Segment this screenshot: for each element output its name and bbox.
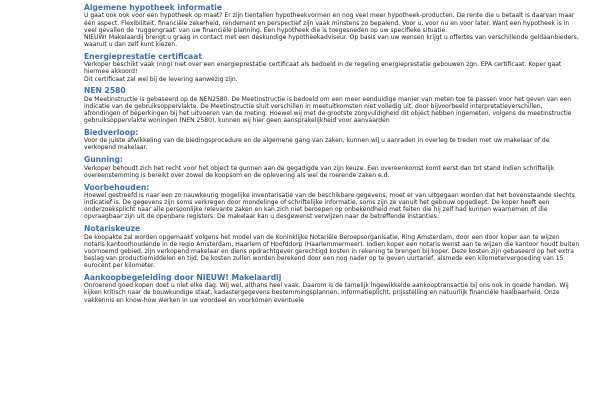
section-body bbox=[84, 165, 580, 179]
section-body bbox=[84, 96, 580, 125]
section-title: Notariskeuze bbox=[84, 224, 141, 234]
section-notariskeuze bbox=[84, 224, 580, 269]
section-title: Aankoopbegeleiding door NIEUW! Makelaardij bbox=[84, 272, 282, 282]
section-biedverloop bbox=[84, 128, 580, 152]
paragraph: Dit certificaat zal wel bij de levering aanwezig zijn. bbox=[84, 75, 238, 83]
section-body bbox=[84, 282, 580, 303]
paragraph: Onroerend goed kopen doet u niet elke dag. Wij wel, althans heel vaak. Daarom is de tamelijk ingewikkelde aankooptransactie bij ons ook in goede handen. Wij kijken kritisch naar de bouwkundige staat, kadastergegevens bestemmingsplannen, informatieplicht, prijsstelling en natuurlijk financiële haalbaarheid. Onze vakkennis en know-how werken in uw voordeel en voorkómen eventuele bbox=[84, 282, 569, 304]
paragraph: Verkoper behoudt zich het recht voor het object te gunnen aan de gegadigde van zijn keuze. Een overeenkomst komt eerst dan tot stand indien schriftelijk overeenstemming is bereikt over zowel de koopsom en de oplevering als wel de roerende zaken e.d. bbox=[84, 164, 555, 179]
paragraph: U gaat ook ook voor een hypotheek op maat? Er zijn tientallen hypotheekvormen en nog veel meer hypotheek-producten. De rente die u betaalt is daarvan maar één aspect. Flexibiliteit, financiële zekerheid, rendement en perspectief zijn vaak minstens zo bepalend. Voor u, voor nu en voor later. Want een hypotheek is in veel gevallen de 'ruggengraat' van uw financiële planning. Een hypotheek die is toegesneden op uw specifieke situatie. bbox=[84, 12, 575, 34]
section-gunning bbox=[84, 155, 580, 179]
paragraph: De koopakte zal worden opgemaakt volgens het model van de Koninklijke Notariële Beroepsorganisatie, Ring Amsterdam, door een door koper aan te wijzen notaris kantoorhoudende in de regio Amsterdam, Haarlem of Hoofddorp (Haarlemmermeer). Indien koper een notaris wenst aan te wijzen die kantoor houdt buiten voornoemd gebied, zijn verkopend makelaar en diens opdrachtgever gerechtigd kosten in rekening te brengen bij koper. Deze kosten zijn gebaseerd op het extra beslag van productiemiddelen en tijd. De kosten zullen worden berekend door een nog nader op te geven uurtarief, alsmede een kilometervergoeding van 15 eurocent per kilometer. bbox=[84, 233, 580, 270]
section-voorbehouden bbox=[84, 183, 580, 221]
section-hypotheek-informatie bbox=[84, 3, 580, 48]
section-nen-2580 bbox=[84, 86, 580, 124]
paragraph: NIEUW! Makelaardij brengt u graag in contact met een deskundige hypotheekadviseur. Op basis van uw wensen krijgt u offertes van verschillende geldaanbieders, waaruit u dan zelf kunt kiezen. bbox=[84, 33, 579, 49]
section-title: Gunning: bbox=[84, 155, 123, 165]
section-body bbox=[84, 137, 580, 151]
paragraph: Verkoper beschikt vaak (nog) niet over een energieprestatie certificaat als bedoeld in de regeling energieprestatie gebouwen zgn. EPA certificaat. Koper gaat hiermee akkoord! bbox=[84, 61, 562, 76]
section-body bbox=[84, 61, 580, 82]
paragraph: De Meetinstructie is gebaseerd op de NEN2580. De Meetinstructie is bedoeld om een meer eenduidige manier van meten toe te passen voor het geven van een indicatie van de gebruiksoppervlakte. De Meetinstructie sluit verschillen in meetuitkomsten niet volledig uit, door bijvoorbeeld interpretatieverschillen, afrondingen of beperkingen bij het uitvoeren van de meting. Hoewel wij met de grootste zorgvuldigheid dit object hebben ingemeten, volgens de meetinstructie gebruiksoppervlakte woningen (NEN 2580), kunnen wij hier geen aansprakelijkheid voor aanvaarden bbox=[84, 95, 572, 125]
section-body bbox=[84, 234, 580, 270]
section-title: Voorbehouden: bbox=[84, 182, 150, 192]
section-title: Biedverloop: bbox=[84, 127, 139, 137]
paragraph: Voor de juiste afwikkeling van de biedingsprocedure en de algemene gang van zaken, kunnen wij u aanraden in overleg te treden met uw makelaar of de verkopend makelaar. bbox=[84, 137, 550, 152]
paragraph: Hoewel gestreefd is naar een zo nauwkeurig mogelijke inventarisatie van de beschikbare gegevens, moet er van uitgegaan worden dat het bovenstaande slechts indicatief is. De gegevens zijn soms verkregen door mondelinge of schriftelijke informatie, soms zijn ze vanuit het gebouw opgediept. De koper heeft een onderzoeksplicht naar alle persoonlijke relevante zaken en kan zich niet beroepen op onbekendheid met feiten die hij zelf had kunnen waarnemen of die opvraagbaar zijn uit de openbare registers. De makelaar kan u desgewenst verwijzen naar de betreffende instanties. bbox=[84, 191, 575, 221]
section-title: Energieprestatie certificaat bbox=[84, 51, 202, 61]
section-title: NEN 2580 bbox=[84, 86, 126, 96]
section-aankoopbegeleiding bbox=[84, 273, 580, 304]
section-title: Algemene hypotheek informatie bbox=[84, 3, 223, 12]
section-energieprestatie bbox=[84, 52, 580, 83]
section-body bbox=[84, 12, 580, 48]
section-body bbox=[84, 192, 580, 221]
